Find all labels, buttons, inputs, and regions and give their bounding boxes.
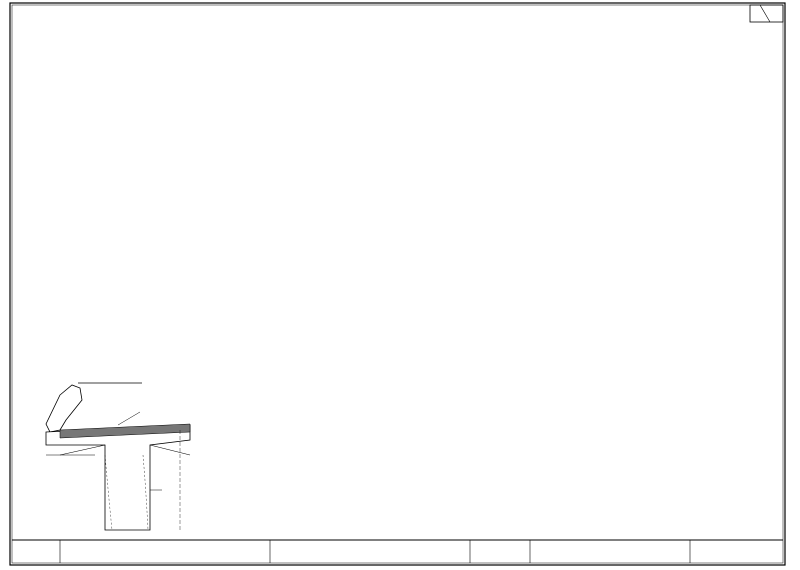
sheet-number-box	[750, 5, 783, 22]
title-block	[12, 540, 783, 563]
section-sketch	[46, 383, 190, 530]
